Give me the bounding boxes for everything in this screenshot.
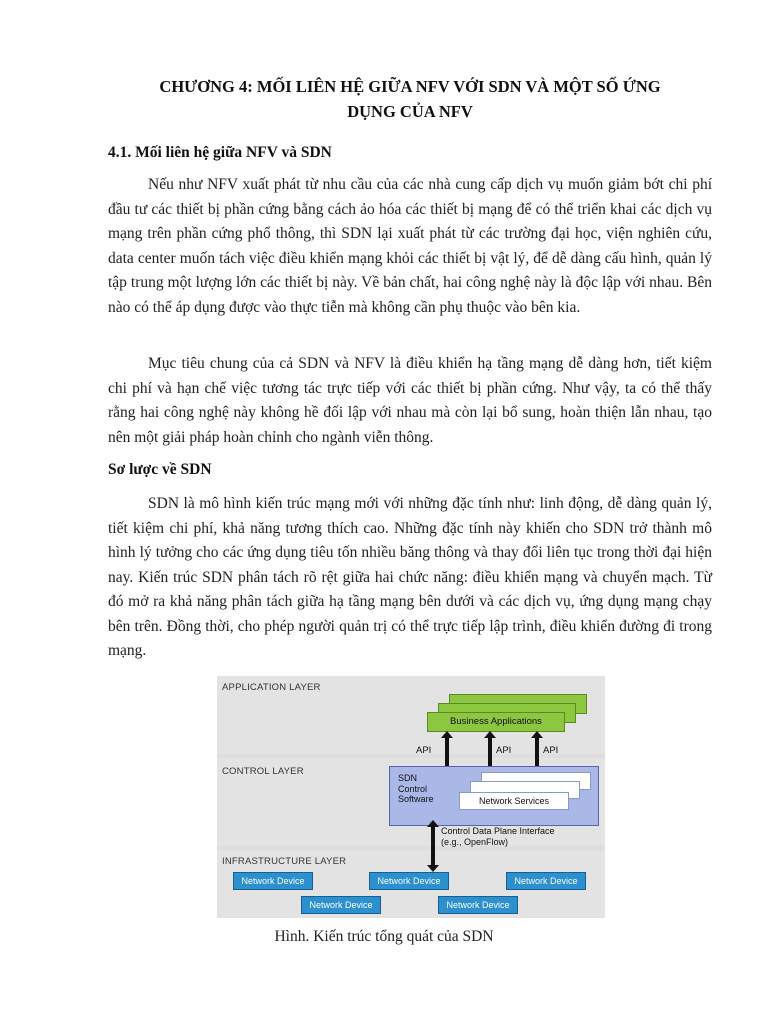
- infrastructure-layer-label: INFRASTRUCTURE LAYER: [222, 856, 347, 867]
- paragraph-nfv-sdn-origin: Nếu như NFV xuất phát từ nhu cầu của các nhà cung cấp dịch vụ muốn giảm bớt chi phí đầu tư các thiết bị phần cứng bằng cách ảo hóa các thiết bị mạng để có thể triển khai các dịch vụ mạng trên phần cứng phổ thông, thì SDN lại xuất phát từ các trường đại học, viện nghiên cứu, data center muốn tách việc điều khiển mạng khỏi các thiết bị vật lý, để dễ dàng cấu hình, quản lý tập trung một lượng lớn các thiết bị này. Về bản chất, hai công nghệ này là độc lập với nhau. Bên nào có thể áp dụng được vào thực tiễn mà không cần phụ thuộc vào bên kia.: [108, 176, 712, 316]
- network-device-2: Network Device: [369, 872, 449, 890]
- api-label-1: API: [416, 745, 432, 756]
- cdpi-arrow: [431, 826, 435, 866]
- application-layer-label: APPLICATION LAYER: [222, 682, 321, 693]
- cdpi-label: [441, 826, 555, 848]
- chapter-title-line1: CHƯƠNG 4: MỐI LIÊN HỆ GIỮA NFV VỚI SDN VÀ MỘT SỐ ỨNG: [159, 77, 661, 96]
- network-device-5: Network Device: [438, 896, 518, 914]
- sdn-control-software-label: [398, 773, 434, 805]
- business-applications-box: Business Applications: [427, 712, 565, 732]
- api-arrow-3: [535, 737, 539, 767]
- cdpi-label-line1: Control Data Plane Interface: [441, 826, 555, 836]
- control-layer-label: CONTROL LAYER: [222, 766, 304, 777]
- cdpi-label-line2: (e.g., OpenFlow): [441, 837, 509, 847]
- chapter-title: [100, 74, 720, 124]
- paragraph-common-goal: Mục tiêu chung của cả SDN và NFV là điều khiển hạ tầng mạng dễ dàng hơn, tiết kiệm chi phí và hạn chế việc tương tác trực tiếp với các thiết bị phần cứng. Như vậy, ta có thể thấy rằng hai công nghệ này không hề đối lập với nhau mà còn lại bổ sung, hoàn thiện lẫn nhau, tạo nên một giải pháp hoàn chỉnh cho ngành viễn thông.: [108, 355, 712, 446]
- network-services-box: Network Services: [459, 792, 569, 810]
- sdn-label-line3: Software: [398, 794, 434, 804]
- network-device-1: Network Device: [233, 872, 313, 890]
- api-label-2: API: [496, 745, 512, 756]
- paragraph-sdn-overview: SDN là mô hình kiến trúc mạng mới với những đặc tính như: linh động, dễ dàng quản lý, tiết kiệm chi phí, khả năng tương thích cao. Những đặc tính này khiến cho SDN trở thành mô hình lý tưởng cho các ứng dụng tiêu tốn nhiều băng thông và thay đổi liên tục trong thời đại hiện nay. Kiến trúc SDN phân tách rõ rệt giữa hai chức năng: điều khiển mạng và chuyển mạch. Từ đó mở ra khả năng phân tách giữa hạ tầng mạng bên dưới và các dịch vụ, ứng dụng mạng chạy bên trên. Đồng thời, cho phép người quản trị có thể trực tiếp lập trình, điều khiển đường đi trong mạng.: [108, 495, 712, 659]
- network-device-4: Network Device: [301, 896, 381, 914]
- api-arrow-1: [445, 737, 449, 767]
- api-label-3: API: [543, 745, 559, 756]
- chapter-title-line2: DỤNG CỦA NFV: [347, 102, 473, 121]
- sdn-label-line2: Control: [398, 783, 428, 794]
- sdn-label-line1: SDN: [398, 773, 418, 783]
- figure-caption: Hình. Kiến trúc tổng quát của SDN: [274, 928, 494, 945]
- subsection-heading: Sơ lược về SDN: [108, 461, 212, 478]
- api-arrow-2: [488, 737, 492, 767]
- sdn-architecture-figure: [217, 676, 605, 918]
- network-device-3: Network Device: [506, 872, 586, 890]
- section-heading: 4.1. Mối liên hệ giữa NFV và SDN: [108, 144, 332, 161]
